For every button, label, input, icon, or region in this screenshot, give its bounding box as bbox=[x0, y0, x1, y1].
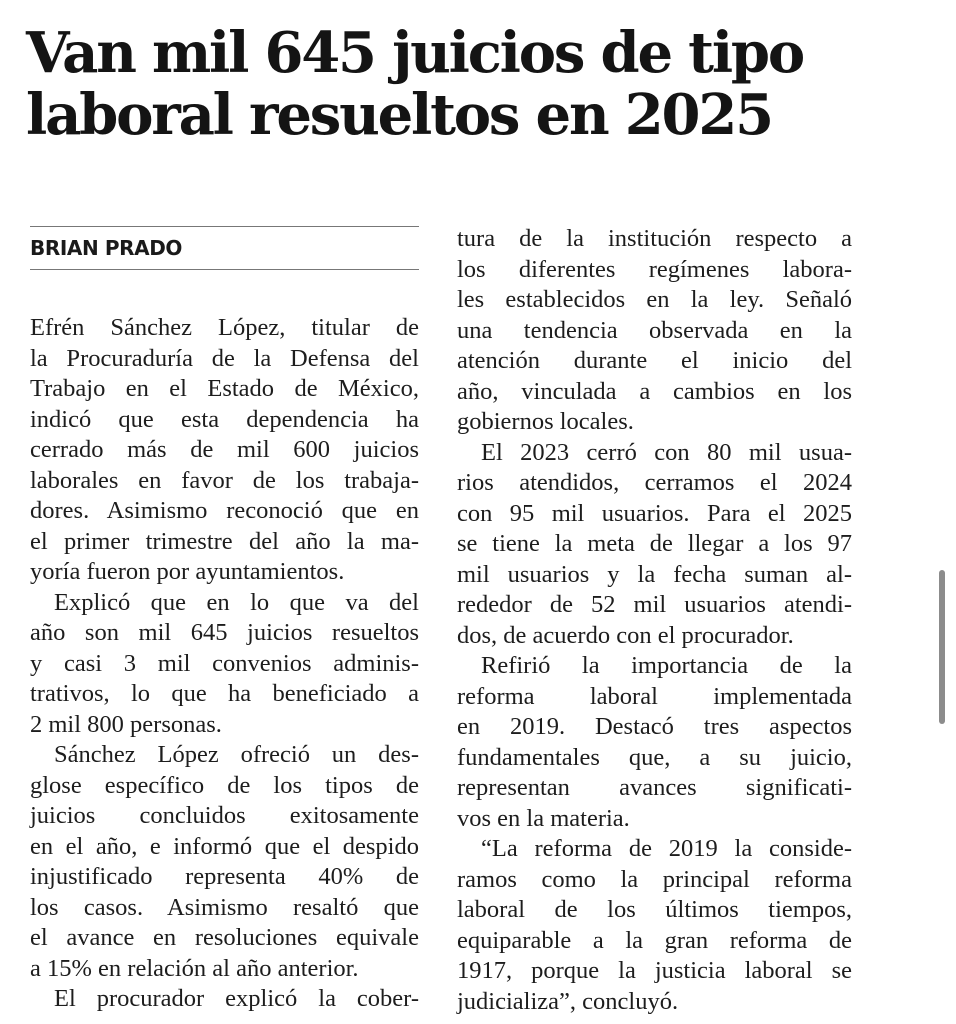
article-text-line: tura de la institución respecto a bbox=[457, 225, 852, 252]
article-text-line: indicó que esta dependencia ha bbox=[30, 405, 419, 433]
article-text-line: rios atendidos, cerramos el 2024 bbox=[457, 469, 852, 496]
article-column-left bbox=[30, 313, 419, 1015]
article-text-line: la Procuraduría de la Defensa del bbox=[30, 344, 419, 372]
article-text-line: reforma laboral implementada bbox=[457, 682, 852, 710]
article-text-line: cerrado más de mil 600 juicios bbox=[30, 436, 419, 463]
article-text-line: el primer trimestre del año la ma- bbox=[30, 527, 419, 555]
article-text-line: Sánchez López ofreció un des- bbox=[54, 741, 419, 768]
article-text-line: El procurador explicó la cober- bbox=[54, 985, 419, 1012]
article-text-line: glose específico de los tipos de bbox=[30, 771, 419, 799]
headline bbox=[26, 22, 926, 146]
article-text-line: 1917, porque la justicia laboral se bbox=[457, 957, 852, 984]
article-text-line: judicializa”, concluyó. bbox=[457, 987, 679, 1015]
article-text-line: equiparable a la gran reforma de bbox=[457, 926, 852, 954]
article-text-line: y casi 3 mil convenios adminis- bbox=[30, 649, 419, 677]
article-text-line: 2 mil 800 personas. bbox=[30, 710, 222, 738]
article-text-line: laboral de los últimos tiempos, bbox=[457, 896, 852, 923]
article-text-line: injustificado representa 40% de bbox=[30, 863, 419, 890]
article-text-line: año son mil 645 juicios resueltos bbox=[30, 619, 419, 646]
article-text-line: dores. Asimismo reconoció que en bbox=[30, 497, 419, 524]
byline-top-rule bbox=[30, 226, 419, 227]
article-text-line: a 15% en relación al año anterior. bbox=[30, 954, 359, 982]
article-text-line: dos, de acuerdo con el procurador. bbox=[457, 621, 794, 649]
article-text-line: vos en la materia. bbox=[457, 804, 630, 832]
article-text-line: yoría fueron por ayuntamientos. bbox=[30, 558, 345, 585]
article-text-line: año, vinculada a cambios en los bbox=[457, 377, 852, 405]
article-text-line: gobiernos locales. bbox=[457, 408, 634, 435]
article-text-line: los diferentes regímenes labora- bbox=[457, 255, 852, 283]
article-text-line: se tiene la meta de llegar a los 97 bbox=[457, 530, 852, 557]
article-column-right bbox=[457, 224, 852, 1017]
byline: BRIAN PRADO bbox=[30, 236, 183, 260]
article-text-line: laborales en favor de los trabaja- bbox=[30, 466, 419, 494]
article-text-line: ramos como la principal reforma bbox=[457, 865, 852, 893]
byline-bottom-rule bbox=[30, 269, 419, 270]
article-text-line: les establecidos en la ley. Señaló bbox=[457, 286, 852, 313]
article-text-line: el avance en resoluciones equivale bbox=[30, 924, 419, 951]
article-text-line: mil usuarios y la fecha suman al- bbox=[457, 560, 852, 588]
article-text-line: fundamentales que, a su juicio, bbox=[457, 743, 852, 771]
article-text-line: El 2023 cerró con 80 mil usua- bbox=[481, 438, 852, 466]
article-text-line: Trabajo en el Estado de México, bbox=[30, 375, 419, 402]
article-text-line: con 95 mil usuarios. Para el 2025 bbox=[457, 499, 852, 527]
article-text-line: Explicó que en lo que va del bbox=[54, 588, 419, 616]
article-text-line: “La reforma de 2019 la conside- bbox=[481, 835, 852, 862]
article-text-line: juicios concluidos exitosamente bbox=[30, 802, 419, 829]
article-text-line: Refirió la importancia de la bbox=[481, 652, 852, 679]
article-text-line: rededor de 52 mil usuarios atendi- bbox=[457, 591, 852, 618]
article-text-line: representan avances significati- bbox=[457, 774, 852, 801]
article-text-line: Efrén Sánchez López, titular de bbox=[30, 314, 419, 341]
article-text-line: en el año, e informó que el despido bbox=[30, 832, 419, 860]
headline-line: laboral resueltos en 2025 bbox=[26, 82, 772, 148]
scrollbar-thumb[interactable] bbox=[939, 570, 945, 724]
article-text-line: atención durante el inicio del bbox=[457, 347, 852, 374]
article-text-line: los casos. Asimismo resaltó que bbox=[30, 893, 419, 921]
headline-line: Van mil 645 juicios de tipo bbox=[26, 20, 804, 86]
article-text-line: una tendencia observada en la bbox=[457, 316, 852, 344]
article-text-line: en 2019. Destacó tres aspectos bbox=[457, 713, 852, 740]
article-text-line: trativos, lo que ha beneficiado a bbox=[30, 680, 419, 707]
